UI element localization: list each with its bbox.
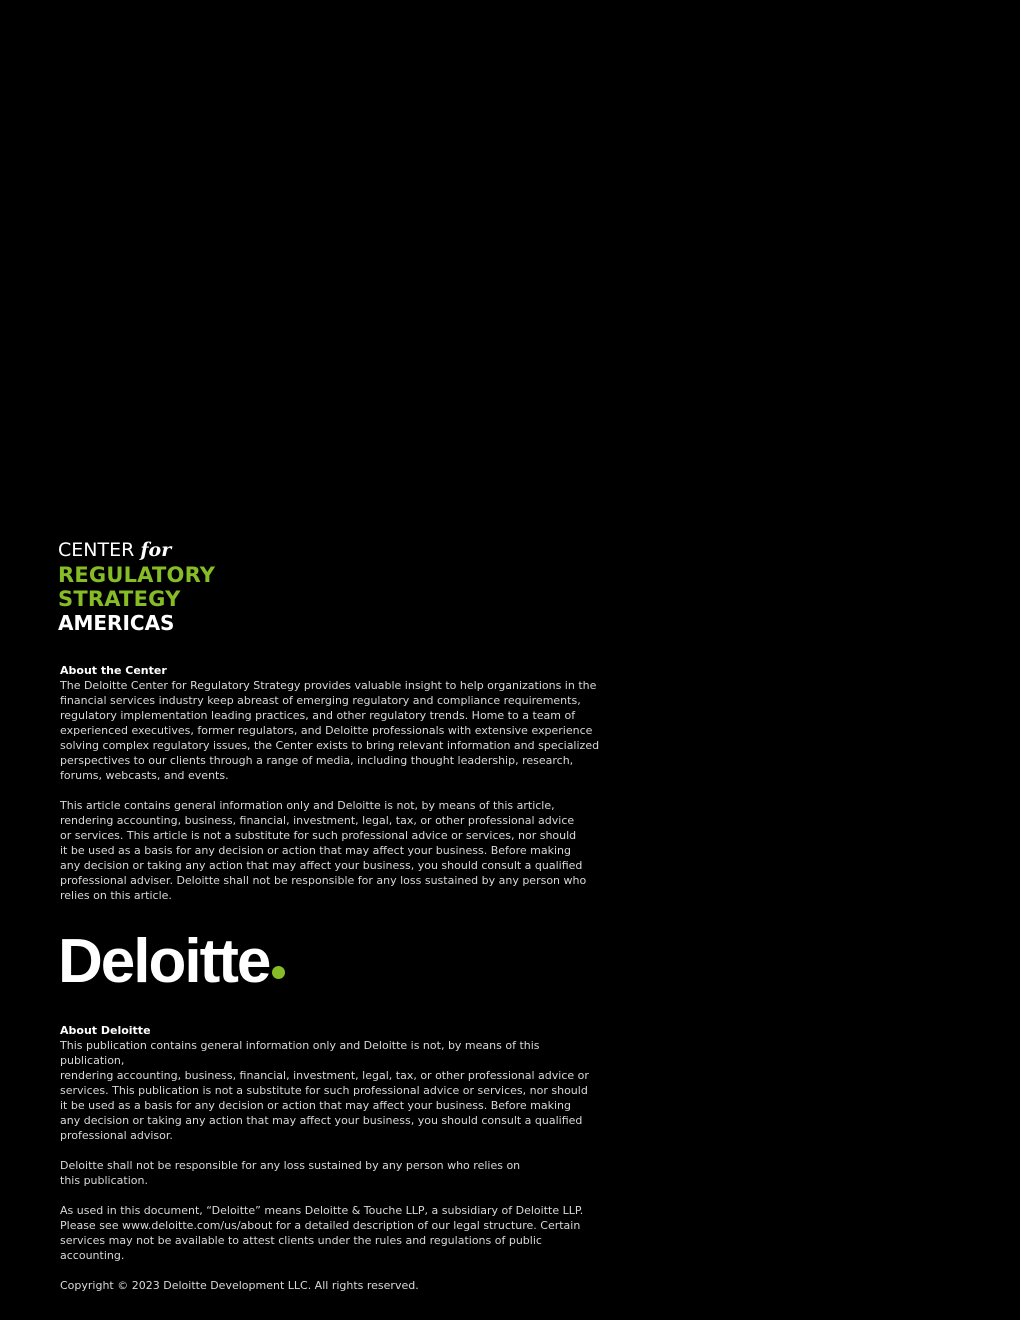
- about-the-center-paragraph: [60, 678, 600, 783]
- text-line: experienced executives, former regulators, and Deloitte professionals with extensive experience: [60, 724, 593, 737]
- text-line: The Deloitte Center for Regulatory Strategy provides valuable insight to help organizations in the: [60, 679, 597, 692]
- text-line: financial services industry keep abreast of emerging regulatory and compliance requirements,: [60, 694, 581, 707]
- text-line: Deloitte shall not be responsible for any loss sustained by any person who relies on: [60, 1159, 521, 1172]
- text-line: any decision or taking any action that may affect your business, you should consult a qualified: [60, 1114, 583, 1127]
- copyright-notice: Copyright © 2023 Deloitte Development LLC. All rights reserved.: [60, 1279, 419, 1292]
- text-line: solving complex regulatory issues, the Center exists to bring relevant information and specialized: [60, 739, 600, 752]
- logo-word-for: for: [140, 539, 172, 561]
- logo-word-center: CENTER: [58, 539, 135, 561]
- about-deloitte-section: [60, 1023, 600, 1293]
- logo-line-regulatory: REGULATORY: [58, 563, 216, 587]
- text-line: This article contains general information only and Deloitte is not, by means of this article,: [60, 799, 555, 812]
- about-deloitte-paragraph-1: [60, 1038, 600, 1143]
- about-the-center-section: [60, 663, 600, 783]
- text-line: this publication.: [60, 1174, 148, 1187]
- deloitte-logo: [58, 928, 285, 996]
- text-line: it be used as a basis for any decision or action that may affect your business. Before making: [60, 1099, 571, 1112]
- text-line: rendering accounting, business, financial, investment, legal, tax, or other professional advice or: [60, 1069, 589, 1082]
- logo-line-strategy: STRATEGY: [58, 587, 181, 611]
- text-line: regulatory implementation leading practices, and other regulatory trends. Home to a team of: [60, 709, 576, 722]
- text-line: or services. This article is not a substitute for such professional advice or services, nor should: [60, 829, 577, 842]
- text-line: rendering accounting, business, financial, investment, legal, tax, or other professional advice: [60, 814, 575, 827]
- text-line: perspectives to our clients through a range of media, including thought leadership, research,: [60, 754, 574, 767]
- deloitte-green-dot: [272, 966, 285, 979]
- about-the-center-heading: About the Center: [60, 664, 167, 677]
- logo-line-americas: AMERICAS: [58, 611, 175, 635]
- center-for-regulatory-strategy-logo: [58, 538, 215, 635]
- about-deloitte-paragraph-2: [60, 1158, 600, 1188]
- text-line: services may not be available to attest clients under the rules and regulations of public accounting.: [60, 1234, 542, 1262]
- article-disclaimer-section: [60, 798, 600, 903]
- text-line: services. This publication is not a substitute for such professional advice or services, nor should: [60, 1084, 588, 1097]
- text-line: As used in this document, “Deloitte” means Deloitte & Touche LLP, a subsidiary of Deloitte LLP.: [60, 1204, 584, 1217]
- about-deloitte-paragraph-3: [60, 1203, 600, 1263]
- text-line: Please see www.deloitte.com/us/about for a detailed description of our legal structure. Certain: [60, 1219, 581, 1232]
- logo-line-center: [58, 538, 215, 563]
- text-line: forums, webcasts, and events.: [60, 769, 229, 782]
- article-disclaimer-paragraph: [60, 798, 600, 903]
- text-line: professional advisor.: [60, 1129, 173, 1142]
- text-line: it be used as a basis for any decision or action that may affect your business. Before making: [60, 844, 571, 857]
- text-line: This publication contains general information only and Deloitte is not, by means of this publication,: [60, 1039, 540, 1067]
- text-line: relies on this article.: [60, 889, 172, 902]
- about-deloitte-heading: About Deloitte: [60, 1024, 151, 1037]
- text-line: professional adviser. Deloitte shall not be responsible for any loss sustained by any person who: [60, 874, 587, 887]
- text-line: any decision or taking any action that may affect your business, you should consult a qualified: [60, 859, 583, 872]
- deloitte-wordmark: Deloitte: [58, 927, 270, 996]
